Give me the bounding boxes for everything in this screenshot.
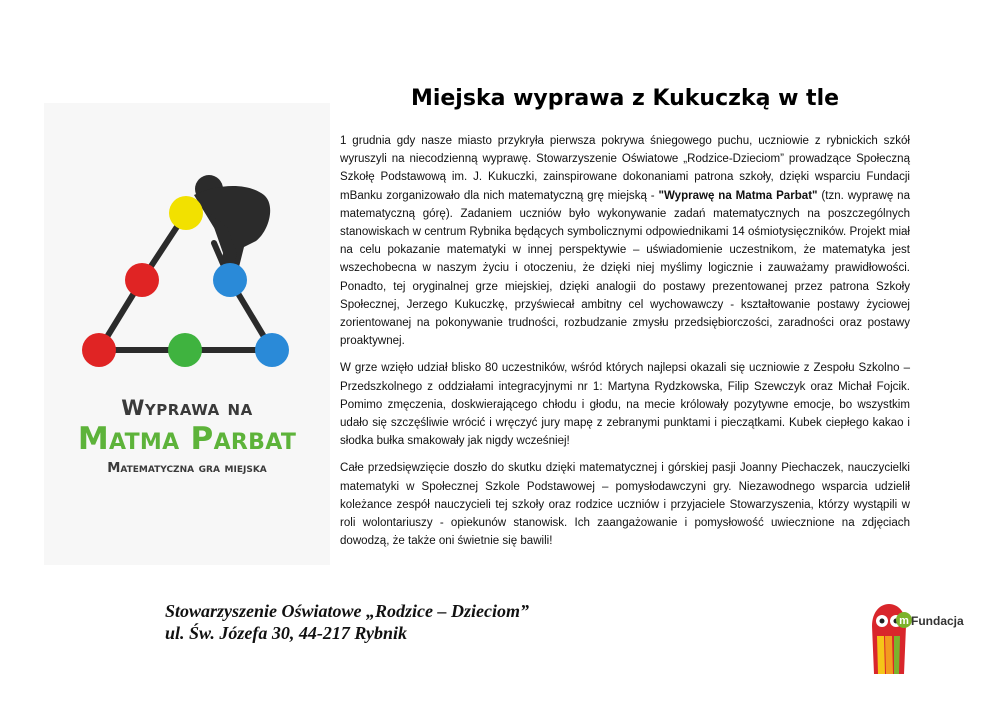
bottom-green-node (168, 333, 202, 367)
bottom-left-red-node (82, 333, 116, 367)
logo-text-matma-parbat: Matma Parbat (77, 421, 297, 457)
top-yellow-node (169, 196, 203, 230)
mbank-fundacja-owl-icon (866, 596, 912, 676)
paragraph-1-start: 1 grudnia gdy nasze miasto przykryła pierwsza pokrywa śniegowego puchu, uczniowie z rybnickich szkół wyruszyli na niecodzienną wyprawę. Stowarzyszenie Oświatowe „Rodzice-Dzieciom” prowadzące Społeczną Szkołę Podstawową im. J. Kukuczki, zainspirowane dokonaniami patrona szkoły, dzięki wsparciu Fundacji mBanku zorganizowało dla nich matematyczną grę miejską - (340, 135, 910, 202)
article-title: Miejska wyprawa z Kukuczką w tle (410, 86, 840, 111)
left-red-node (125, 263, 159, 297)
article-body (340, 132, 910, 559)
footer-org-name: Stowarzyszenie Oświatowe „Rodzice – Dzieciom” (165, 601, 529, 621)
fundacja-icon-letter: m (899, 615, 909, 627)
paragraph-2: W grze wzięło udział blisko 80 uczestników, wśród których najlepsi okazali się uczniowie z Zespołu Szkolno – Przedszkolnego z oddziałami integracyjnymi nr 1: Martyna Rydzkowska, Filip Szewczyk oraz Michał Fojcik. Pomimo zmęczenia, doskwierającego chłodu i głodu, na mecie królowały pozytywne emocje, bo wszystkim udało się szczęśliwie wrócić i wręczyć jury mapę z zebranymi punktami i pieczątkami. Kubek ciepłego kakao i słodka bułka smakowały jak nigdy wcześniej! (340, 362, 910, 448)
footer-address (165, 600, 529, 644)
logo-text-subtitle: Matematyczna gra miejska (107, 461, 267, 476)
logo-text-wyprawa-na: Wyprawa na (121, 396, 253, 420)
game-name-bold: "Wyprawę na Matma Parbat" (658, 189, 818, 202)
paragraph-3: Całe przedsięwzięcie doszło do skutku dzięki matematycznej i górskiej pasji Joanny Piechaczek, nauczycielki matematyki w Społecznej Szkole Podstawowej – pomysłodawczyni gry. Niezawodnego wsparcia udzielił koleżance zespół nauczycieli tej szkoły oraz rodzice uczniów i przyjaciele Stowarzyszenia, którzy wystąpili w roli wolontariuszy - opiekunów stanowisk. Ich zaangażowanie i pomysłowość uwiecznione na zdjęciach dowodzą, że także oni świetnie się bawili! (340, 462, 910, 548)
bottom-right-blue-node (255, 333, 289, 367)
footer-address-line: ul. Św. Józefa 30, 44-217 Rybnik (165, 623, 408, 643)
matma-parbat-logo (44, 103, 330, 565)
paragraph-1 (340, 132, 910, 350)
right-blue-node (213, 263, 247, 297)
fundacja-label: Fundacja (911, 614, 964, 628)
paragraph-1-end: (tzn. wyprawę na matematyczną górę). Zadaniem uczniów było wykonywanie zadań matematycznych na poszczególnych stanowiskach w centrum Rybnika będących symbolicznymi odpowiednikami 14 ośmiotysięczników. Projekt miał na celu pokazanie matematyki w innej perspektywie – uświadomienie uczestnikom, że matematyka jest wszechobecna w naszym życiu i otoczeniu, że dzięki niej myślimy logicznie i zauważamy prawidłowości. Ponadto, tej oryginalnej grze miejskiej, dzięki analogii do postawy prezentowanej przez patrona Szkoły Społecznej, Jerzego Kukuczkę, przyświecał ambitny cel wychowawczy - kształtowanie postawy życiowej zorientowanej na pokonywanie trudności, rozbudzanie zmysłu przedsiębiorczości, zaradności oraz postawy proaktywnej. (340, 189, 910, 348)
triangle-climber-graphic (44, 103, 330, 393)
